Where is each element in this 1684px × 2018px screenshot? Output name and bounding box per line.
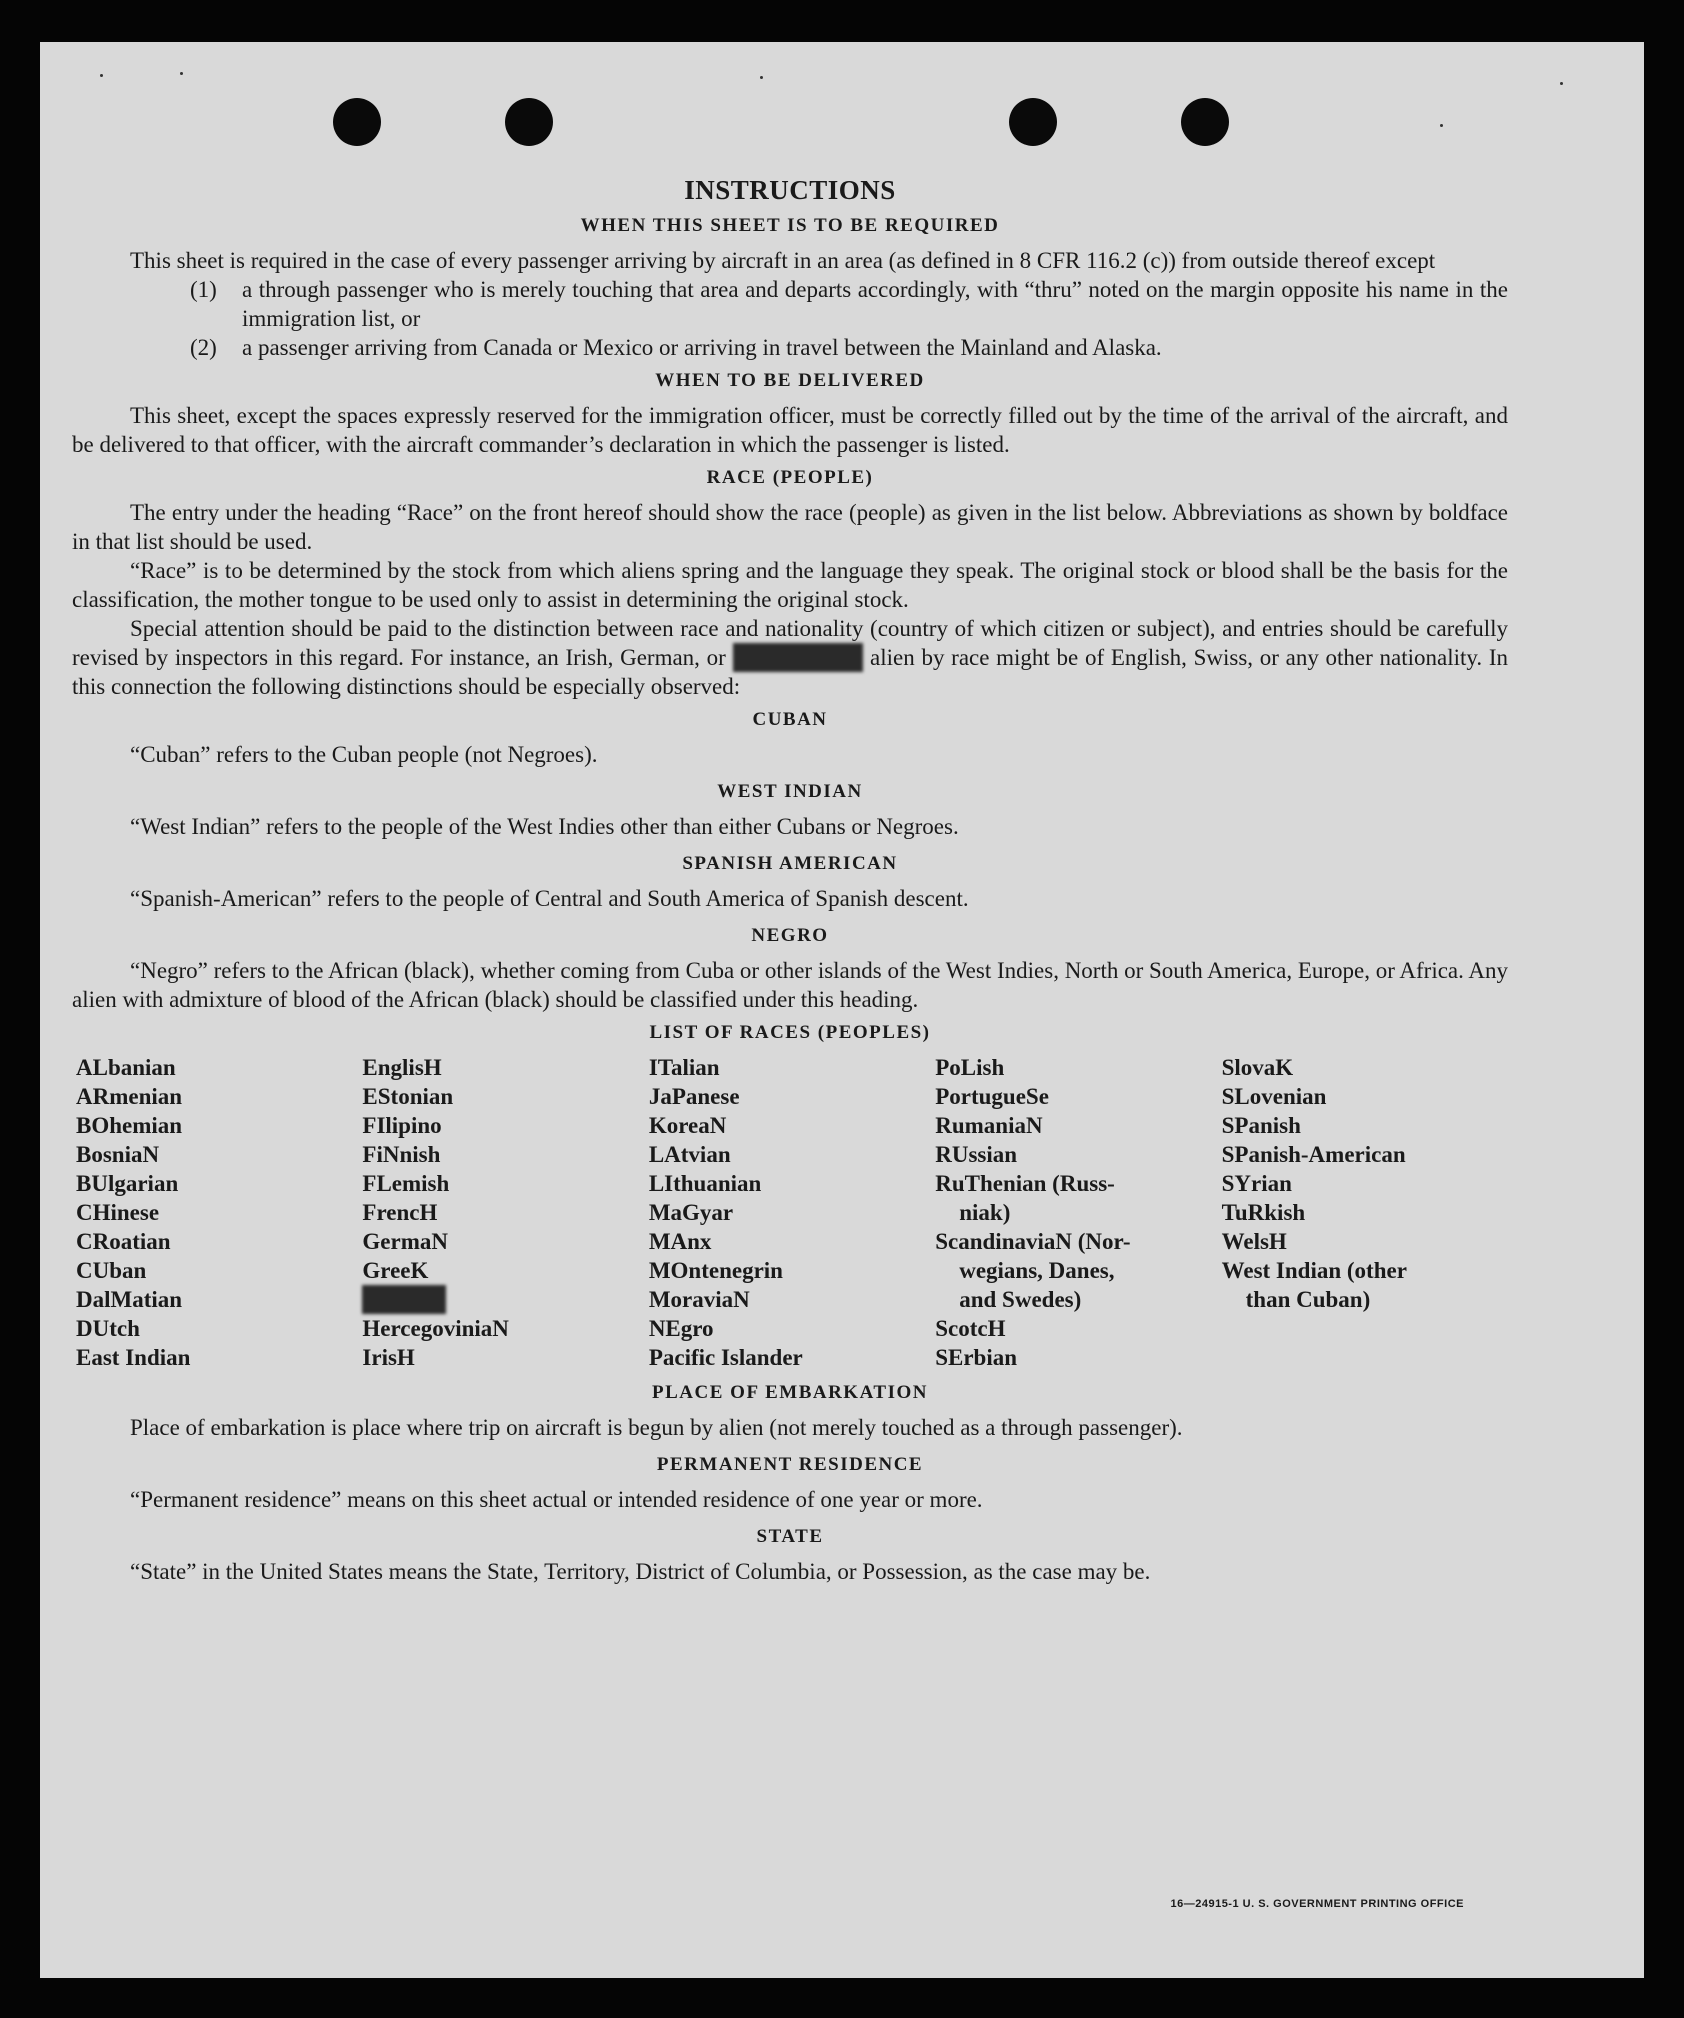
race-item-continued: and Swedes) — [959, 1287, 1082, 1312]
race-item: LAtvian — [648, 1142, 731, 1167]
race-item: WelsH — [1221, 1229, 1287, 1254]
west-indian-text: “West Indian” refers to the people of the West Indies other than either Cubans or Negroes. — [130, 814, 959, 839]
instructions-body — [72, 176, 1508, 1586]
race-item-continued: niak) — [959, 1200, 1011, 1225]
race-paragraph-3-end: alien by race might be of English, Swiss, or any other nationality. In this connection the following distinctions should be especially observed: — [72, 645, 1508, 699]
race-item: CHinese — [76, 1200, 160, 1225]
races-column-5 — [1222, 1053, 1508, 1372]
race-item: PortugueSe — [935, 1084, 1049, 1109]
races-column-4 — [935, 1053, 1221, 1372]
race-item: FIlipino — [362, 1113, 442, 1138]
race-paragraph-3 — [72, 614, 1508, 701]
race-item: LIthuanian — [648, 1171, 762, 1196]
race-paragraph-1: The entry under the heading “Race” on the front hereof should show the race (people) as given in the list below. Abbreviations as shown by boldface in that list should be used. — [72, 500, 1508, 554]
race-item: SErbian — [935, 1345, 1018, 1370]
race-item: BUlgarian — [76, 1171, 179, 1196]
item-text: a passenger arriving from Canada or Mexico or arriving in travel between the Mainland and Alaska. — [242, 335, 1162, 360]
punch-hole — [505, 98, 553, 146]
race-item: Pacific Islander — [648, 1345, 803, 1370]
race-item: RumaniaN — [935, 1113, 1043, 1138]
speck — [100, 74, 103, 77]
race-item: SPanish — [1221, 1113, 1301, 1138]
race-item-continued: than Cuban) — [1245, 1287, 1371, 1312]
race-item: IrisH — [362, 1345, 415, 1370]
race-item: SLovenian — [1221, 1084, 1327, 1109]
cuban-text: “Cuban” refers to the Cuban people (not Negroes). — [130, 742, 598, 767]
races-list — [76, 1053, 1508, 1372]
race-paragraph-3-start: Special attention should be paid to the distinction between race and nationality (country of which citizen or subject), and entries should be carefully revised by inspectors in this regard. For instance, an Irish, German, or — [72, 616, 1508, 670]
punch-hole — [333, 98, 381, 146]
residence-text: “Permanent residence” means on this sheet actual or intended residence of one year or more. — [130, 1487, 983, 1512]
heading-when-required: WHEN THIS SHEET IS TO BE REQUIRED — [580, 215, 1000, 236]
when-delivered-text: This sheet, except the spaces expressly reserved for the immigration officer, must be correctly filled out by the time of the arrival of the aircraft, and be delivered to that officer, with the aircraft commander’s declaration in which the passenger is listed. — [72, 403, 1508, 457]
race-item: MOntenegrin — [648, 1258, 783, 1283]
item-number: (1) — [190, 277, 217, 302]
race-item: BOhemian — [76, 1113, 183, 1138]
race-item: West Indian (other — [1221, 1258, 1407, 1283]
race-item: DUtch — [76, 1316, 140, 1341]
race-item: ARmenian — [76, 1084, 183, 1109]
race-item: ScotcH — [935, 1316, 1006, 1341]
races-column-2 — [362, 1053, 648, 1372]
heading-race: RACE (PEOPLE) — [706, 467, 874, 488]
race-item: ITalian — [648, 1055, 720, 1080]
spanish-american-text: “Spanish-American” refers to the people of Central and South America of Spanish descent. — [130, 886, 969, 911]
race-item: SYrian — [1221, 1171, 1292, 1196]
heading-list-of-races: LIST OF RACES (PEOPLES) — [649, 1022, 931, 1043]
negro-text: “Negro” refers to the African (black), whether coming from Cuba or other islands of the West Indies, North or South America, Europe, or Africa. Any alien with admixture of blood of the African (black) should be classified under this heading. — [72, 958, 1508, 1012]
race-item: TuRkish — [1221, 1200, 1306, 1225]
heading-embarkation: PLACE OF EMBARKATION — [652, 1382, 928, 1403]
race-item: ALbanian — [76, 1055, 176, 1080]
race-item: SPanish-American — [1221, 1142, 1406, 1167]
race-item-redacted — [362, 1285, 648, 1314]
punch-hole — [1181, 98, 1229, 146]
race-item: JaPanese — [648, 1084, 740, 1109]
speck — [1560, 82, 1563, 85]
document-page — [40, 42, 1644, 1978]
exception-item — [190, 333, 1508, 362]
race-item: NEgro — [648, 1316, 714, 1341]
race-item: CUban — [76, 1258, 147, 1283]
heading-when-delivered: WHEN TO BE DELIVERED — [655, 370, 925, 391]
race-item: PoLish — [935, 1055, 1005, 1080]
heading-spanish-american: SPANISH AMERICAN — [682, 853, 898, 874]
races-column-1 — [76, 1053, 362, 1372]
race-item: CRoatian — [76, 1229, 171, 1254]
when-required-intro: This sheet is required in the case of every passenger arriving by aircraft in an area (as defined in 8 CFR 116.2 (c)) from outside thereof except — [130, 248, 1436, 273]
race-item: FLemish — [362, 1171, 450, 1196]
race-item: EnglisH — [362, 1055, 442, 1080]
race-item: ScandinaviaN (Nor- — [935, 1229, 1131, 1254]
race-item: GermaN — [362, 1229, 448, 1254]
page-title: INSTRUCTIONS — [684, 175, 896, 205]
race-item: MaGyar — [648, 1200, 734, 1225]
punch-hole — [1009, 98, 1057, 146]
race-item: HercegoviniaN — [362, 1316, 509, 1341]
race-item: KoreaN — [648, 1113, 727, 1138]
heading-west-indian: WEST INDIAN — [717, 781, 863, 802]
race-item: GreeK — [362, 1258, 429, 1283]
race-item: MoraviaN — [648, 1287, 750, 1312]
race-item-continued: wegians, Danes, — [959, 1258, 1115, 1283]
race-paragraph-2: “Race” is to be determined by the stock from which aliens spring and the language they speak. The original stock or blood shall be the basis for the classification, the mother tongue to be used only to assist in determining the original stock. — [72, 558, 1508, 612]
item-text: a through passenger who is merely touching that area and departs accordingly, with “thru” noted on the margin opposite his name in the immigration list, or — [242, 277, 1508, 331]
heading-cuban: CUBAN — [752, 709, 828, 730]
speck — [760, 76, 763, 79]
exception-item — [190, 275, 1508, 333]
item-number: (2) — [190, 335, 217, 360]
state-text: “State” in the United States means the State, Territory, District of Columbia, or Possession, as the case may be. — [130, 1559, 1151, 1584]
embarkation-text: Place of embarkation is place where trip on aircraft is begun by alien (not merely touched as a through passenger). — [130, 1415, 1183, 1440]
races-column-3 — [649, 1053, 935, 1372]
race-item: RUssian — [935, 1142, 1018, 1167]
race-item: FrencH — [362, 1200, 438, 1225]
heading-negro: NEGRO — [751, 925, 829, 946]
race-item: East Indian — [76, 1345, 191, 1370]
race-item: MAnx — [648, 1229, 712, 1254]
race-item: DalMatian — [76, 1287, 183, 1312]
race-item: EStonian — [362, 1084, 454, 1109]
race-item: RuThenian (Russ- — [935, 1171, 1115, 1196]
redacted-word — [733, 643, 864, 672]
printing-office-code: 16—24915-1 U. S. GOVERNMENT PRINTING OFFICE — [1170, 1898, 1464, 1910]
race-item: FiNnish — [362, 1142, 441, 1167]
race-item: SlovaK — [1221, 1055, 1294, 1080]
race-item: BosniaN — [76, 1142, 160, 1167]
heading-permanent-residence: PERMANENT RESIDENCE — [656, 1454, 924, 1475]
speck — [180, 72, 183, 75]
heading-state: STATE — [756, 1526, 824, 1547]
speck — [1440, 124, 1443, 127]
